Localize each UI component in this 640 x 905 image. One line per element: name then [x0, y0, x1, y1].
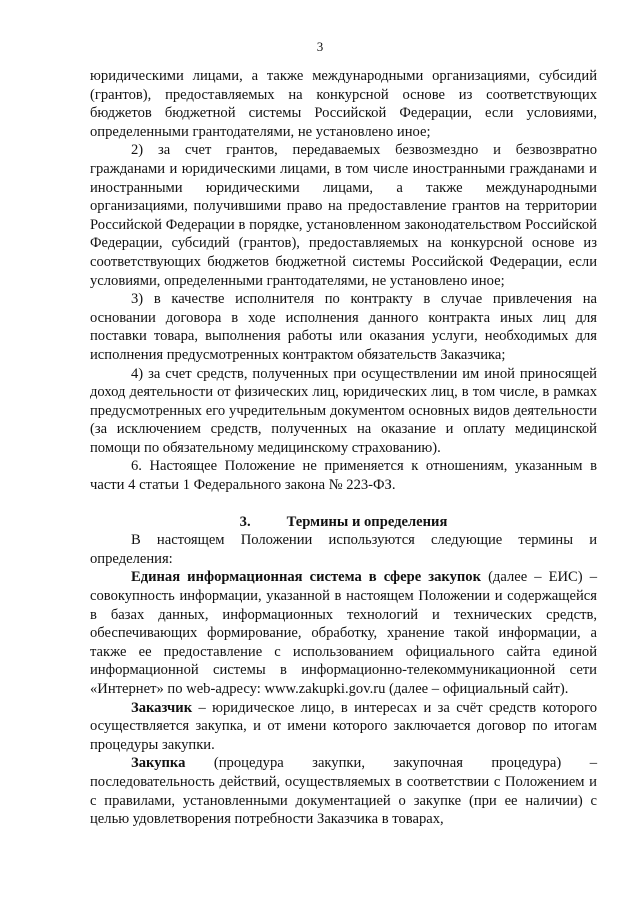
term-name: Закупка: [131, 755, 186, 772]
page-number: 3: [316, 39, 324, 54]
term-text: – юридическое лицо, в интересах и за счёт средств которого осуществляется закупка, и от имени которого заключается договор по итогам процедуры закупки.: [90, 699, 597, 753]
section-number: 3.: [239, 513, 251, 530]
list-item-3: 3) в качестве исполнителя по контракту в случае привлечения на основании договора в ходе исполнения данного контракта иных лиц для поставки товара, выполнения работы или оказания услуги, необходимых для исполнения предусмотренных контрактом обязательств Заказчика;: [90, 291, 597, 363]
list-item-4: 4) за счет средств, полученных при осуществлении им иной приносящей доход деятельности от физических лиц, юридических лиц, в том числе, в рамках предусмотренных его учредительным документом основных видов деятельности (за исключением средств, полученных на оказание и оплату медицинской помощи по обязательному медицинскому страхованию).: [90, 365, 597, 456]
term-name: Единая информационная система в сфере закупок: [131, 569, 482, 586]
term-definition: [90, 754, 597, 828]
document-body: [90, 67, 597, 829]
term-definition: [90, 568, 597, 698]
paragraph-continuation: юридическими лицами, а также международными организациями, субсидий (грантов), предоставляемых на конкурсной основе из соответствующих бюджетов бюджетной системы Российской Федерации, если условиями, определенными грантодателями, не установлено иное;: [90, 68, 597, 140]
section-intro: В настоящем Положении используются следующие термины и определения:: [90, 532, 597, 567]
section-heading: [90, 513, 597, 532]
term-name: Заказчик: [131, 699, 193, 716]
term-text: (далее – ЕИС) – совокупность информации, указанной в настоящем Положении и содержащейся в базах данных, информационных технологий и технических средств, обеспечивающих формирование, обработку, хранение такой информации, а также ее предоставление с использованием официального сайта единой информационной системы в информационно-телекоммуникационной сети «Интернет» по web-адресу: www.zakupki.gov.ru (далее – официальный сайт).: [90, 569, 597, 697]
list-item-2: 2) за счет грантов, передаваемых безвозмездно и безвозвратно гражданами и юридическими лицами, в том числе иностранными гражданами и иностранными юридическими лицами, а также международными организациями, получившими право на предоставление грантов на территории Российской Федерации в порядке, установленном законодательством Российской Федерации, субсидий (грантов), предоставляемых на конкурсной основе из соответствующих бюджетов бюджетной системы Российской Федерации, если условиями, определенными грантодателями, не установлено иное;: [90, 142, 597, 289]
paragraph-6: 6. Настоящее Положение не применяется к отношениям, указанным в части 4 статьи 1 Федерального закона № 223-ФЗ.: [90, 458, 597, 494]
term-text: (процедура закупки, закупочная процедура) – последовательность действий, осуществляемых в соответствии с Положением и с правилами, установленными документацией о закупке (при ее наличии) с целью удовлетворения потребности Заказчика в товарах,: [90, 755, 597, 828]
section-title: Термины и определения: [286, 513, 448, 530]
term-definition: [90, 699, 597, 755]
